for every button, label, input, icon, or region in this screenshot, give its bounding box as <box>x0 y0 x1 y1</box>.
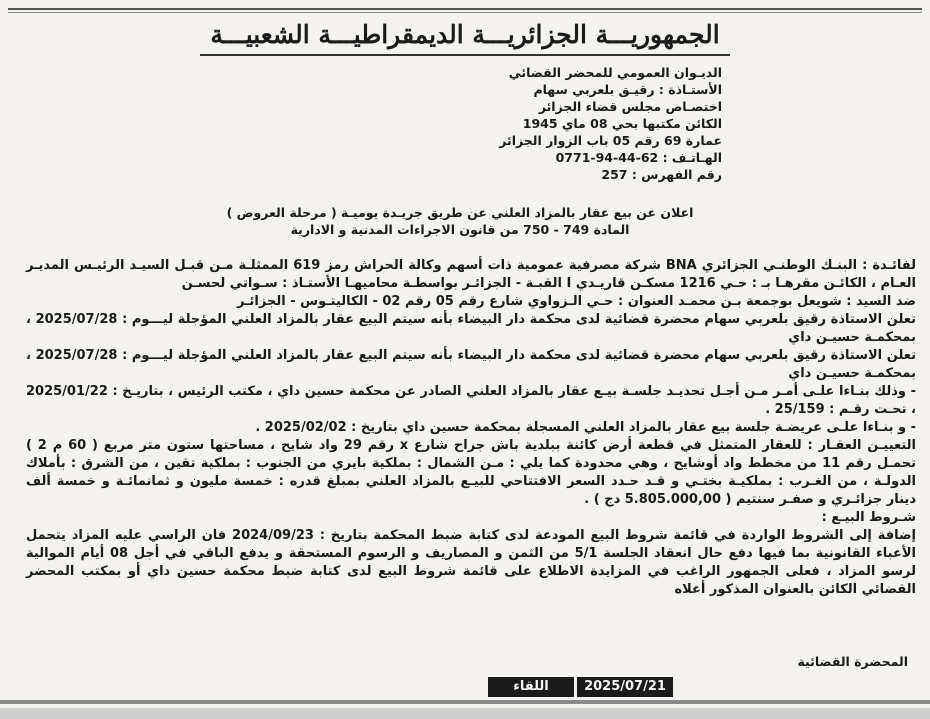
top-border <box>8 8 922 10</box>
header-name: الأستـاذة : رقيـق بلعربي سهام <box>533 82 722 97</box>
sale-notice-paragraph-repeat: تعلن الاستاذة رقيق بلعربي سهام محضرة قضائية لدى محكمة دار البيضاء بأنه سيتم البيع عقار بالمزاد العلني المؤجلة ليـــوم : 2025/07/28 ، بمحكمـة حسيـن داي <box>26 348 916 381</box>
header-phone: الهـاتـف : 62-44-94-0771 <box>555 150 722 165</box>
page-title: الجمهوريـــة الجزائريـــة الديمقراطيـــة الشعبيـــة <box>210 20 720 49</box>
signature: المحضرة القضائية <box>797 654 908 669</box>
bailiff-header <box>422 64 722 183</box>
creditor-paragraph: لفائـدة : البنـك الوطنـي الجزائري BNA شركة مصرفية عمومية ذات أسهم وكالة الحراش رمز 619 الممثلـة مـن قبـل السيـد الرئيـس المديـر العـام ، الكائـن مقرهـا بـ : حـي 1216 مسكـن قاريـدي I القبـة - الجزائـر بواسطـة محاميهـا الأستـاذ : سـواتي لحسـن <box>26 258 917 291</box>
order-paragraph: - وذلك بنـاءا علـى أمـر مـن أجـل تحديـد جلسـة بيـع عقار بالمزاد العلني الصادر عن محكمة حسين داي ، مكتب الرئيس ، بتاريـخ : 2025/01/22 ، تحـت رقـم : 25/159 . <box>26 384 916 417</box>
header-office: الديـوان العمومي للمحضر القضائي <box>508 65 722 80</box>
header-address: الكائن مكتبها بحي 08 ماي 1945 <box>522 116 722 131</box>
top-border-thin <box>8 12 922 13</box>
conditions-paragraph: إضافة إلى الشروط الواردة في قائمة شروط البيع المودعة لدى كتابة ضبط المحكمة بتاريخ : 2024/09/23 فان الراسي عليه المزاد يتحمل الأعباء القانونية بما فيها دفع حال انعقاد الجلسة 5/1 من الثمن و المصاريف و الرسوم المستحقة و يدفع الباقي في أجل 08 أيام الموالية لرسو المزاد ، فعلى الجمهور الراغب في المزايدة الاطلاع على قائمة شروط البيع لدى كتابة ضبط محكمة حسين داي أو بمكتب المحضر القضائي الكائن بالعنوان المذكور أعلاه <box>26 528 917 597</box>
bottom-border <box>0 700 930 704</box>
property-paragraph: التعييـن العقـار : للعقار المتمثل في قطعة أرض كائنة ببلدية باش جراح شارع x رقم 29 واد شايح ، مساحتها ستون متر مربع ( 60 م 2 ) تحمـل رقم 11 من مخطط واد أوشايح ، وهي محدودة كما يلي : مـن الشمال : بملكية بايري من الجنوب : بملكية تقين ، من الشرق : بأملاك الدولـة ، من الغـرب : بملكيـة بختـي و قـد حـدد السعر الافتتاحي للبيـع بالمزاد العلني بمبلغ قدره : خمسة مليون و ثمانمائـة و خمسة ألف دينار جزائـري و صفـر سنتيم ( 5.805.000,00 دج ) . <box>26 438 916 507</box>
header-index: رقم الفهرس : 257 <box>601 167 722 182</box>
announcement-title: اعلان عن بيع عقار بالمزاد العلني عن طريق جريـدة يوميـة ( مرحلة العروض ) <box>226 205 694 220</box>
header-jurisdiction: اختصـاص مجلس قضاء الجزائر <box>538 99 722 114</box>
title-underline <box>200 54 730 56</box>
announcement-heading <box>150 204 770 238</box>
sale-notice-paragraph: تعلن الاستاذة رقيق بلعربي سهام محضرة قضائية لدى محكمة دار البيضاء بأنه سيتم البيع عقار بالمزاد العلني المؤجلة ليـــوم : 2025/07/28 ، بمحكمـة حسيـن داي <box>26 312 916 345</box>
announcement-article: المادة 749 - 750 من قانون الاجراءات المدنية و الادارية <box>290 222 630 237</box>
announcement-body <box>26 257 916 599</box>
petition-paragraph: - و بنـاءا علـى عريضـة جلسة بيع عقار بالمزاد العلني المسجلة بمحكمة حسين داي بتاريخ : 2025/02/02 . <box>255 420 916 435</box>
bottom-strip <box>0 708 930 719</box>
debtor-paragraph: ضد السيد : شويعل بوجمعة بـن محمـد العنوان : حـي الـزواوي شارع رقم 05 رقم 02 - الكاليتـوس - الجزائـر <box>237 294 916 309</box>
conditions-heading: شـروط البيـع : <box>821 510 916 525</box>
publication-date-badge: 2025/07/21 <box>577 677 673 697</box>
newspaper-name-badge: اللقاء <box>488 677 574 697</box>
header-building: عمارة 69 رقم 05 باب الزوار الجزائر <box>499 133 722 148</box>
